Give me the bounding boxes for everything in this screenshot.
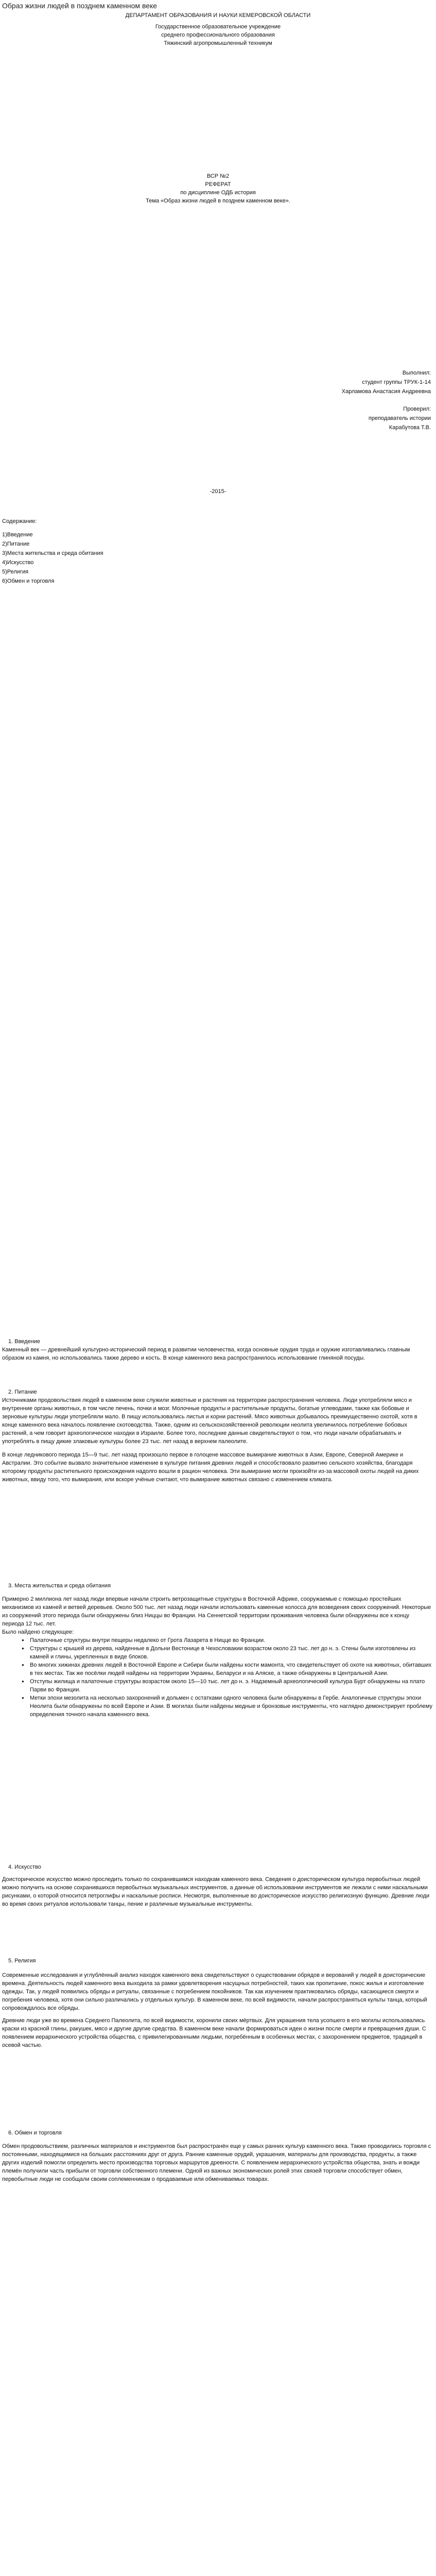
work-discipline: по дисциплине ОДБ история xyxy=(180,190,256,196)
paragraph: Каменный век — древнейший культурно-исторический период в развитии человечества, когда основные орудия труда и оружие изготавливались главным образом из камня, но использовались также дерево и кость. В конце каменного века распространилось использование глиняной посуды. xyxy=(2,1347,410,1361)
author-name: Харламова Анастасия Андреевна xyxy=(341,388,431,395)
toc-item: 4)Искусство xyxy=(2,560,34,566)
list-item: ● Структуры с крышей из дерева, найденные в Дольни Вестонице в Чехословакии возрастом около 23 тыс. лет до н. э. Стены были изготовлены из камней и глины, укрепленных в виде блоков. xyxy=(24,1645,432,1661)
work-topic: Тема «Образ жизни людей в позднем каменном веке». xyxy=(146,198,290,204)
section-religion xyxy=(2,1957,432,2049)
section-heading: 4. Искусство xyxy=(8,1864,41,1870)
toc-item: 6)Обмен и торговля xyxy=(2,578,55,584)
list-item: ● Метки эпохи мезолита на несколько захоронений и дольмен с остатками одного человека были обнаружены в Гербе. Аналогичные структуры эпохи Неолита были обнаружены по всей Европе и Азии. В могилах были найдены медные и бронзовые инструменты, что наглядно демонстрирует проблему определения точного начала каменного века. xyxy=(24,1694,432,1719)
college-line: Тяжинский агропромышленный техникум xyxy=(164,40,272,46)
paragraph: Современные исследования и углублённый анализ находок каменного века свидетельствуют о существовании обрядов и верований у людей в доисторические времена. Деятельность людей каменного века выходила за рамки удовлетворения насущных потребностей, таких как пропитание, покос жилья и изготовление одежды. Так, у людей появились обряды и ритуалы, связанные с погребением покойников. Так как изучением практиковались обряды, касающиеся смерти и погребения человека, хотя они сильно различались у отдельных культур. В каменном веке, по всей видимости, начали распространяться культы танца, который сопровождалось все обряды. xyxy=(2,1972,427,2011)
section-habitat xyxy=(2,1582,432,1719)
checker-label: Проверил: xyxy=(403,406,431,412)
paragraph: Доисторическое искусство можно проследить только по сохранившимся находкам каменного века. Сведения о доисторическом культура первобытных людей можно получить на основе сохранившихся первобытных музыкальных инструментов, а данные об использовании инструментов же лежали с ними наскальными рисунками, о которой относится петроглифы и наскальные росписи. Несмотря, выполненные во доисторическое искусство религиозную функцию. Древние люди во время своих ритуалов использовали танцы, пение и различные музыкальные инструменты. xyxy=(2,1876,430,1907)
institution-type-line: среднего профессионального образования xyxy=(161,32,275,38)
paragraph: Обмен продовольствием, различных материалов и инструментов был распространён еще у самых ранних культур каменного века. Также проводились торговля с постоянными, находящимися на больших расстояниях друг от друга. Ранние каменные орудий, украшения, материалы для производства, продукты, а также других изделий помогли определить место производства торговых маршрутов древности. С появлением иерархического устройства общества, знать и вожди племён получили часть прибыли от торговли собственного племени. Одной из важных экономических ролей этих связей торговли способствует обмен, первобытные люди не сообщали своим соплеменникам о продаваемые или обмениваемых товарах. xyxy=(2,2143,431,2182)
section-intro xyxy=(2,1337,432,1362)
year: -2015- xyxy=(210,488,226,495)
checker-name: Карабутова Т.В. xyxy=(389,425,431,431)
document-title: Образ жизни людей в позднем каменном веке xyxy=(2,2,158,10)
author-group: студент группы ТРУК-1-14 xyxy=(362,379,431,385)
table-of-contents xyxy=(2,517,103,586)
paragraph: Примерно 2 миллиона лет назад люди впервые начали строить ветрозащитные структуры в Восточной Африке, сооружаемые с помощью простейших механизмов из камней и ветвей деревьев. Около 500 тыс. лет назад люди начали использовать каменные колосса для возведения своих сооружений. Некоторые из сооружений этого периода были обнаружены близ Ниццы во Франции. На Сеннетской территории проживания человека были обнаружены все к концу периода 12 тыс. лет. xyxy=(2,1596,431,1627)
toc-item: 1)Введение xyxy=(2,532,33,538)
habitat-list xyxy=(2,1636,432,1719)
paragraph: Было найдено следующее: xyxy=(2,1629,74,1635)
work-number: ВСР №2 xyxy=(206,173,230,179)
toc-item: 2)Питание xyxy=(2,541,30,547)
paragraph: В конце ледникового периода 15—9 тыс. лет назад произошло первое в голоцене массовое вымирание животных в Азии, Европе, Северной Америке и Австралии. Это событие вызвало значительное изменение в культуре питания древних людей и способствовало развитию сельского хозяйства, благодаря которому продукты растительного происхождения надолго вошли в рацион человека. Эти вымирание могли произойти из-за массовой охоты людей на диких животных, ввиду того, что вымирания, или вскоре учёные считают, что вымирание животных связано с изменением климата. xyxy=(2,1452,419,1483)
work-info xyxy=(0,172,436,205)
paragraph: Источниками продовольствия людей в каменном веке служили животные и растения на территории распространения человека. Люди употребляли мясо и внутренние органы животных, в том числе печень, почки и мозг. Молочные продукты и растительные продукты, богатые углеводами, также как бобовые и зерновые культуры люди употребляли мало. В пищу использовались листья и корни растений. Мясо животных добывалось преимущественно охотой, хотя в конце каменного века началось появление скотоводства. Также, одним из сельскохозяйственной революции неолита увеличилось потребление бобовых растений, а чем говорит археологическое находки в Израиле. Более того, последние данные свидетельствуют о том, что люди начали обрабатывать и употреблять в пищу дикие злаковые культуры более 23 тыс. лет назад в верхнем палеолите. xyxy=(2,1397,417,1445)
toc-heading: Содержание: xyxy=(2,518,37,524)
department-line: ДЕПАРТАМЕНТ ОБРАЗОВАНИЯ И НАУКИ КЕМЕРОВСКОЙ ОБЛАСТИ xyxy=(125,12,311,19)
institution-header xyxy=(0,11,436,47)
work-type: РЕФЕРАТ xyxy=(205,181,231,188)
section-heading: 5. Религия xyxy=(8,1958,36,1964)
section-food xyxy=(2,1388,432,1484)
institution-line: Государственное образовательное учреждение xyxy=(155,24,281,30)
section-heading: 6. Обмен и торговля xyxy=(8,2130,62,2136)
list-item: ● Палаточные структуры внутри пещеры недалеко от Грота Лазарета в Ницце во Франции. xyxy=(24,1636,432,1645)
section-heading: 1. Введение xyxy=(8,1338,41,1345)
paragraph: Древние люди уже во времена Среднего Палеолита, по всей видимости, хоронили своих мёртвых. Для украшения тела усопшего в его могилы использовались краски из красной глины, ракушек, мясо и другие другие средства. В каменном веке начали формироваться идеи о жизни после смерти и превращения души. С появлением иерархического устройства общества, с привилегированными людьми, погребённым в особенных местах, с захоронением предметов, традиций в осевой частью. xyxy=(2,2018,426,2048)
list-item: ● Отступы жилища и палаточные структуры возрастом около 15—10 тыс. лет до н. э. Надземный археологический культура Бурт обнаружены на плато Парви во Франции. xyxy=(24,1677,432,1694)
toc-item: 5)Религия xyxy=(2,569,29,575)
section-trade xyxy=(2,2129,432,2183)
section-art xyxy=(2,1863,432,1908)
list-item: ● Во многих хижинах древних людей в Восточной Европе и Сибири были найдены кости мамонта, что свидетельствует об охоте на животных, обитавших в тех местах. Так же посёлки людей найдены на территории Украины, Беларуси и на Аляске, а также обнаружены в Центральной Азии. xyxy=(24,1661,432,1677)
toc-item: 3)Места жительства и среда обитания xyxy=(2,550,103,556)
section-heading: 2. Питание xyxy=(8,1389,37,1395)
author-label: Выполнил: xyxy=(402,370,431,376)
section-heading: 3. Места жительства и среда обитания xyxy=(8,1583,111,1589)
checker-role: преподаватель истории xyxy=(368,415,431,421)
